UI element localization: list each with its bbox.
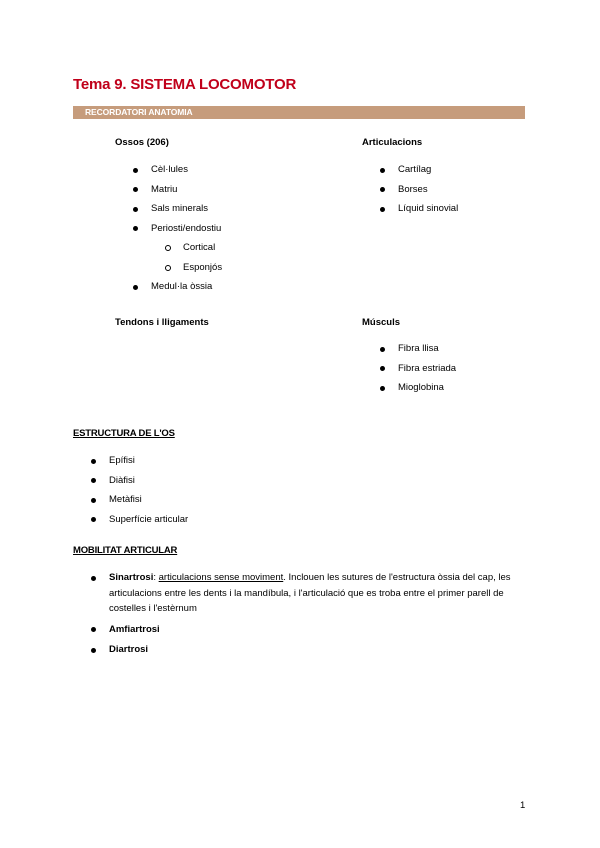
musculs-heading: Músculs [362,317,401,328]
estructura-heading: ESTRUCTURA DE L'OS [73,428,175,439]
list-item: Diàfisi [91,471,188,491]
page-title: Tema 9. SISTEMA LOCOMOTOR [73,76,297,93]
section-bar-label: RECORDATORI ANATOMIA [85,107,193,117]
mobilitat-heading: MOBILITAT ARTICULAR [73,545,178,556]
list-item-amfiartrosi [91,622,531,638]
ossos-list [133,160,222,297]
list-item-sinartrosi [91,570,531,617]
sinartrosi-definition: articulacions sense moviment [158,572,284,583]
mobilitat-list [91,570,531,663]
term-separator: : [153,572,159,583]
list-item: Mioglobina [380,378,456,398]
list-item: Cartílag [380,160,458,180]
list-item: Sals minerals [133,199,222,219]
articulacions-list [380,160,458,219]
sub-list-item: Cortical [133,238,222,258]
list-item: Fibra estriada [380,359,456,379]
musculs-list [380,339,456,398]
list-item: Borses [380,180,458,200]
tendons-heading: Tendons i lligaments [115,317,209,328]
estructura-list [91,451,188,529]
section-bar [73,106,525,119]
list-item: Periosti/endostiu [133,219,222,239]
list-item-diartrosi [91,642,531,658]
list-item: Metàfisi [91,490,188,510]
list-item: Fibra llisa [380,339,456,359]
list-item: Superfície articular [91,510,188,530]
articulacions-heading: Articulacions [362,137,423,148]
list-item: Cèl·lules [133,160,222,180]
list-item: Epífisi [91,451,188,471]
sub-list-item: Esponjós [133,258,222,278]
page-number: 1 [520,800,526,811]
list-item: Matriu [133,180,222,200]
list-item: Medul·la òssia [133,277,222,297]
term-diartrosi: Diartrosi [109,644,149,655]
ossos-heading: Ossos (206) [115,137,169,148]
term-amfiartrosi: Amfiartrosi [109,623,160,635]
term-sinartrosi: Sinartrosi [109,572,154,583]
list-item: Líquid sinovial [380,199,458,219]
sinartrosi-description: . Inclouen les sutures de l'estructura òssia del cap, les articulacions entre les dents i la mandíbula, i l'articulació que es troba entre el primer parell de costelles i l'estèrnum [109,572,511,614]
